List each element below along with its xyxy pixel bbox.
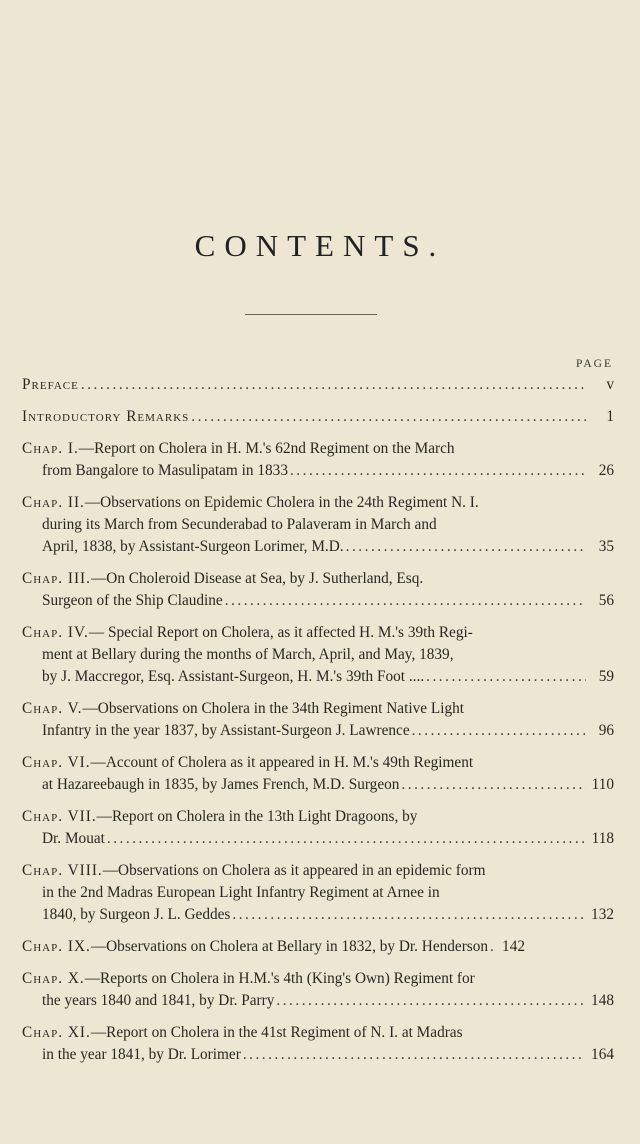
chapter-number: Chap. VIII. — [22, 862, 103, 879]
chapter-title-line: Infantry in the year 1837, by Assistant-Surgeon J. Lawrence — [42, 722, 410, 739]
dot-leader — [232, 904, 585, 926]
chapter-title-line: —Observations on Cholera at Bellary in 1832, by Dr. Henderson — [90, 938, 489, 955]
chapter-title-line: —Observations on Cholera in the 34th Regiment Native Light — [82, 700, 464, 717]
chapter-title-line: from Bangalore to Masulipatam in 1833 — [42, 462, 288, 479]
dot-leader — [107, 828, 586, 850]
toc-entry-page: 1 — [606, 408, 614, 425]
toc-entry-chap-2 — [22, 492, 614, 558]
chapter-title-line: ment at Bellary during the months of March, April, and May, 1839, — [42, 646, 454, 663]
contents-heading: CONTENTS. — [194, 228, 446, 263]
chapter-title-line: Dr. Mouat — [42, 830, 105, 847]
toc-entry-chap-4 — [22, 622, 614, 688]
dot-leader — [426, 666, 586, 688]
chapter-number: Chap. X. — [22, 970, 85, 987]
toc-entry-page: 148 — [591, 992, 614, 1009]
chapter-title-line: by J. Maccregor, Esq. Assistant-Surgeon, H. M.'s 39th Foot .... — [42, 668, 425, 685]
chapter-title-line: 1840, by Surgeon J. L. Geddes — [42, 906, 231, 923]
toc-entry-chap-8 — [22, 860, 614, 926]
chapter-number: Chap. VII. — [22, 808, 97, 825]
chapter-number: Chap. I. — [22, 440, 79, 457]
chapter-title-line: —Observations on Epidemic Cholera in the 24th Regiment N. I. — [84, 494, 479, 511]
dot-leader — [290, 460, 586, 482]
toc-entry-page: v — [606, 376, 614, 393]
chapter-title-line: —Report on Cholera in the 13th Light Dragoons, by — [96, 808, 418, 825]
toc-entry-chap-5 — [22, 698, 614, 742]
toc-entry-chap-3 — [22, 568, 614, 612]
chapter-number: Chap. VI. — [22, 754, 91, 771]
chapter-title-line: —Observations on Cholera as it appeared in an epidemic form — [102, 862, 486, 879]
toc-entry-label: Introductory Remarks — [22, 408, 190, 425]
toc-entry-preface — [22, 374, 614, 396]
toc-entry-label: Preface — [22, 376, 79, 393]
chapter-number: Chap. IX. — [22, 938, 91, 955]
decorative-rule — [245, 314, 377, 315]
chapter-number: Chap. IV. — [22, 624, 89, 641]
dot-leader — [243, 1044, 585, 1066]
chapter-number: Chap. XI. — [22, 1024, 91, 1041]
chapter-title-line: the years 1840 and 1841, by Dr. Parry — [42, 992, 275, 1009]
dot-leader — [191, 406, 586, 428]
chapter-title-line: April, 1838, by Assistant-Surgeon Lorimer, M.D. — [42, 538, 344, 555]
chapter-title-line: —Report on Cholera in the 41st Regiment of N. I. at Madras — [90, 1024, 463, 1041]
chapter-number: Chap. III. — [22, 570, 91, 587]
toc-entry-page: 35 — [598, 538, 614, 555]
chapter-number: Chap. V. — [22, 700, 83, 717]
dot-leader — [401, 774, 585, 796]
chapter-title-line: —On Choleroid Disease at Sea, by J. Sutherland, Esq. — [90, 570, 424, 587]
toc-entry-introductory-remarks — [22, 406, 614, 428]
dot-leader — [412, 720, 586, 742]
chapter-title-line: —Account of Cholera as it appeared in H. M.'s 49th Regiment — [90, 754, 474, 771]
page-column-label: PAGE — [576, 358, 613, 370]
toc-entry-page: 26 — [598, 462, 614, 479]
chapter-title-line: at Hazareebaugh in 1835, by James French, M.D. Surgeon — [42, 776, 400, 793]
chapter-title-line: —Report on Cholera in H. M.'s 62nd Regiment on the March — [78, 440, 455, 457]
dot-leader — [81, 374, 586, 396]
toc-entry-page: 96 — [598, 722, 614, 739]
chapter-title-line: in the year 1841, by Dr. Lorimer — [42, 1046, 241, 1063]
chapter-title-line: — Special Report on Cholera, as it affected H. M.'s 39th Regi- — [88, 624, 473, 641]
dot-leader — [346, 536, 586, 558]
toc-entry-chap-1 — [22, 438, 614, 482]
chapter-title-line: during its March from Secunderabad to Palaveram in March and — [42, 516, 437, 533]
toc-entry-chap-6 — [22, 752, 614, 796]
dot-leader — [276, 990, 585, 1012]
chapter-title-line: in the 2nd Madras European Light Infantry Regiment at Arnee in — [42, 884, 440, 901]
toc-entry-chap-11 — [22, 1022, 614, 1066]
toc-entry-chap-9 — [22, 936, 614, 958]
chapter-number: Chap. II. — [22, 494, 85, 511]
toc-entry-page: 110 — [591, 776, 614, 793]
chapter-title-line: Surgeon of the Ship Claudine — [42, 592, 223, 609]
toc-entry-page: 142 — [502, 938, 525, 955]
toc-entry-chap-7 — [22, 806, 614, 850]
contents-list — [22, 374, 614, 1076]
toc-entry-chap-10 — [22, 968, 614, 1012]
toc-entry-page: 118 — [591, 830, 614, 847]
dot-leader — [225, 590, 586, 612]
chapter-title-line: —Reports on Cholera in H.M.'s 4th (King's Own) Regiment for — [84, 970, 475, 987]
dot-leader — [490, 936, 496, 958]
toc-entry-page: 56 — [598, 592, 614, 609]
toc-entry-page: 132 — [591, 906, 614, 923]
toc-entry-page: 59 — [598, 668, 614, 685]
toc-entry-page: 164 — [591, 1046, 614, 1063]
